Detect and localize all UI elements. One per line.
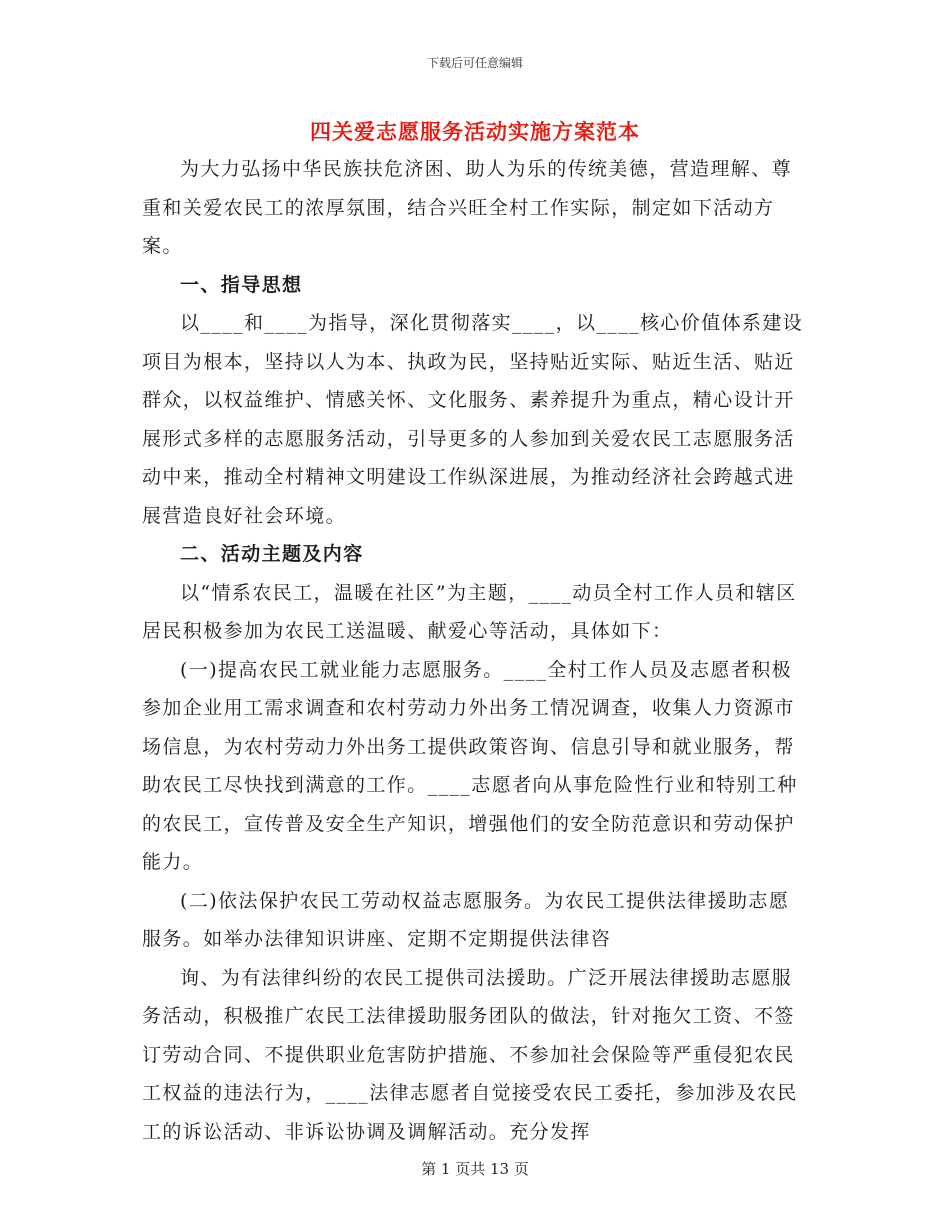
section-heading-guiding-ideology: 一、指导思想 [180,273,303,296]
guiding-ideology-paragraph: 以____和____为指导，深化贯彻落实____，以____核心价值体系建设项目为根本，坚持以人为本、执政为民，坚持贴近实际、贴近生活、贴近群众，以权益维护、情感关怀、文化服务、素养提升为重点，精心设计开展形式多样的志愿服务活动，引导更多的人参加到关爱农民工志愿服务活动中来，推动全村精神文明建设工作纵深进展，为推动经济社会跨越式进展营造良好社会环境。 [142,312,804,527]
item-legal-protection-continued: 询、为有法律纠纷的农民工提供司法援助。广泛开展法律援助志愿服务活动，积极推广农民工法律援助服务团队的做法，针对拖欠工资、不签订劳动合同、不提供职业危害防护措施、不参加社会保险等严重侵犯农民工权益的违法行为，____法律志愿者自觉接受农民工委托，参加涉及农民工的诉讼活动、非诉讼协调及调解活动。充分发挥 [142,966,798,1143]
section-heading-theme-content: 二、活动主题及内容 [180,543,364,565]
item-employment-service: (一)提高农民工就业能力志愿服务。____全村工作人员及志愿者积极参加企业用工需求调查和农村劳动力外出务工情况调查，收集人力资源市场信息，为农村劳动力外出务工提供政策咨询、信息引导和就业服务，帮助农民工尽快找到满意的工作。____志愿者向从事危险性行业和特别工种的农民工，宣传普及安全生产知识，增强他们的安全防范意识和劳动保护能力。 [142,658,798,873]
document-title: 四关爱志愿服务活动实施方案范本 [310,119,640,144]
document-body [142,150,806,1151]
page-header-note: 下载后可任意编辑 [426,56,523,70]
theme-paragraph: 以“情系农民工，温暖在社区”为主题，____动员全村工作人员和辖区居民积极参加为农民工送温暖、献爱心等活动，具体如下： [142,581,797,642]
item-legal-protection: (二)依法保护农民工劳动权益志愿服务。为农民工提供法律援助志愿服务。如举办法律知识讲座、定期不定期提供法律咨 [142,889,790,950]
page-number: 第 1 页共 13 页 [421,1160,529,1178]
intro-paragraph: 为大力弘扬中华民族扶危济困、助人为乐的传统美德，营造理解、尊重和关爱农民工的浓厚氛围，结合兴旺全村工作实际，制定如下活动方案。 [142,158,793,257]
